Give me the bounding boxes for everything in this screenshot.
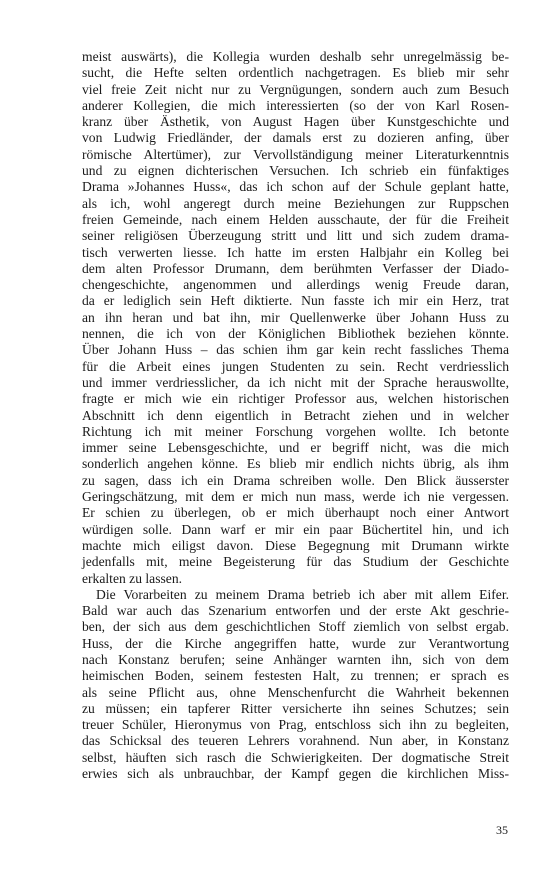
text-line: würdigen solle. Dann warf er mir ein paar Büchertitel hin, und ich (82, 521, 509, 537)
text-line: das Schicksal des teueren Lehrers vorahnend. Nun aber, in Konstanz (82, 733, 509, 749)
text-line: zu sagen, dass ich ein Drama schreiben wolle. Den Blick äusserster (82, 472, 509, 488)
text-line: erkalten zu lassen. (82, 570, 183, 586)
text-line: und zu eignen dichterischen Versuchen. Ich schrieb ein fünfaktiges (82, 163, 509, 179)
body-text (82, 49, 509, 782)
text-line: sucht, die Hefte selten ordentlich nachgetragen. Es blieb mir sehr (82, 65, 509, 81)
text-line: Richtung ich mit meiner Forschung vorgehen wollte. Ich betonte (82, 423, 509, 439)
text-line: und immer verdriesslicher, da ich nicht mit der Sprache herauswollte, (82, 374, 509, 390)
text-line: dem alten Professor Drumann, dem berühmten Verfasser der Diado- (82, 260, 509, 276)
text-line: ben, der sich aus dem geschichtlichen Stoff ziemlich von selbst ergab. (82, 619, 509, 635)
text-line: treuer Schüler, Hieronymus von Prag, entschloss sich ihn zu begleiten, (82, 717, 509, 733)
text-line: machte mich eiligst davon. Diese Begegnung mit Drumann wirkte (82, 537, 509, 553)
text-line: Abschnitt ich denn eigentlich in Betracht ziehen und in welcher (82, 407, 509, 423)
text-line: für die Arbeit eines jungen Studenten zu sein. Recht verdriesslich (82, 358, 509, 374)
text-line: Bald war auch das Szenarium entworfen und der erste Akt geschrie- (82, 603, 509, 619)
text-line: nach Konstanz berufen; seine Anhänger warnten ihn, sich von dem (82, 651, 509, 667)
text-line: als ich, wohl angeregt durch meine Beziehungen zur Ruppschen (82, 195, 509, 211)
text-line: seiner religiösen Überzeugung stritt und litt und sich zudem drama- (82, 228, 509, 244)
text-line: freien Gemeinde, nach einem Helden ausschaute, der für die Freiheit (82, 211, 509, 227)
text-line: anderer Kollegien, die mich interessierten (so der von Karl Rosen- (82, 97, 509, 113)
text-line: Er schien zu überlegen, ob er mich überhaupt noch einer Antwort (82, 505, 509, 521)
text-line: von Ludwig Friedländer, der damals erst zu dozieren anfing, über (82, 130, 509, 146)
text-line: an ihn heran und bat ihn, mir Quellenwerke über Johann Huss zu (82, 309, 509, 325)
text-line: selbst, häuften sich rasch die Schwierigkeiten. Der dogmatische Streit (82, 749, 509, 765)
text-line: Die Vorarbeiten zu meinem Drama betrieb ich aber mit allem Eifer. (96, 586, 509, 602)
text-line: kranz über Ästhetik, von August Hagen über Kunstgeschichte und (82, 114, 509, 130)
text-line: zu müssen; ein tapferer Ritter versicherte ihn seines Schutzes; sein (82, 700, 509, 716)
text-line: römische Altertümer), zur Vervollständigung meiner Literaturkenntnis (82, 146, 509, 162)
text-line: da er lediglich sein Heft diktierte. Nun fasste ich mir ein Herz, trat (82, 293, 509, 309)
text-line: heimischen Boden, seinem festesten Halt, zu trennen; er sprach es (82, 668, 509, 684)
text-line: chengeschichte, angenommen und allerdings wenig Freude daran, (82, 277, 509, 293)
text-line: immer seine Lebensgeschichte, und er begriff nicht, was die mich (82, 440, 509, 456)
text-line: Drama »Johannes Huss«, das ich schon auf der Schule geplant hatte, (82, 179, 509, 195)
text-line: Huss, der die Kirche angegriffen hatte, wurde zur Verantwortung (82, 635, 509, 651)
page-number: 35 (496, 823, 508, 837)
text-line: Über Johann Huss – das schien ihm gar kein recht fassliches Thema (82, 342, 509, 358)
text-line: nennen, die ich von der Königlichen Bibliothek beziehen könnte. (82, 326, 509, 342)
text-line: meist auswärts), die Kollegia wurden deshalb sehr unregelmässig be- (82, 49, 509, 64)
text-line: tisch verwerten liesse. Ich hatte im ersten Halbjahr ein Kolleg bei (82, 244, 509, 260)
text-line: viel freie Zeit nicht nur zu Vergnügungen, sondern auch zum Besuch (82, 81, 509, 97)
text-line: sonderlich angehen könne. Es blieb mir endlich nichts übrig, als ihm (82, 456, 509, 472)
text-line: als seine Pflicht aus, ohne Menschenfurcht die Wahrheit bekennen (82, 684, 509, 700)
text-line: fragte er mich wie ein richtiger Professor aus, welchen historischen (82, 391, 509, 407)
text-line: erwies sich als unbrauchbar, der Kampf gegen die kirchlichen Miss- (82, 766, 509, 782)
text-line: jedenfalls mit, meine Begeisterung für das Studium der Geschichte (82, 554, 509, 570)
text-line: Geringschätzung, mit dem er mich nun mass, werde ich nie vergessen. (82, 489, 509, 505)
